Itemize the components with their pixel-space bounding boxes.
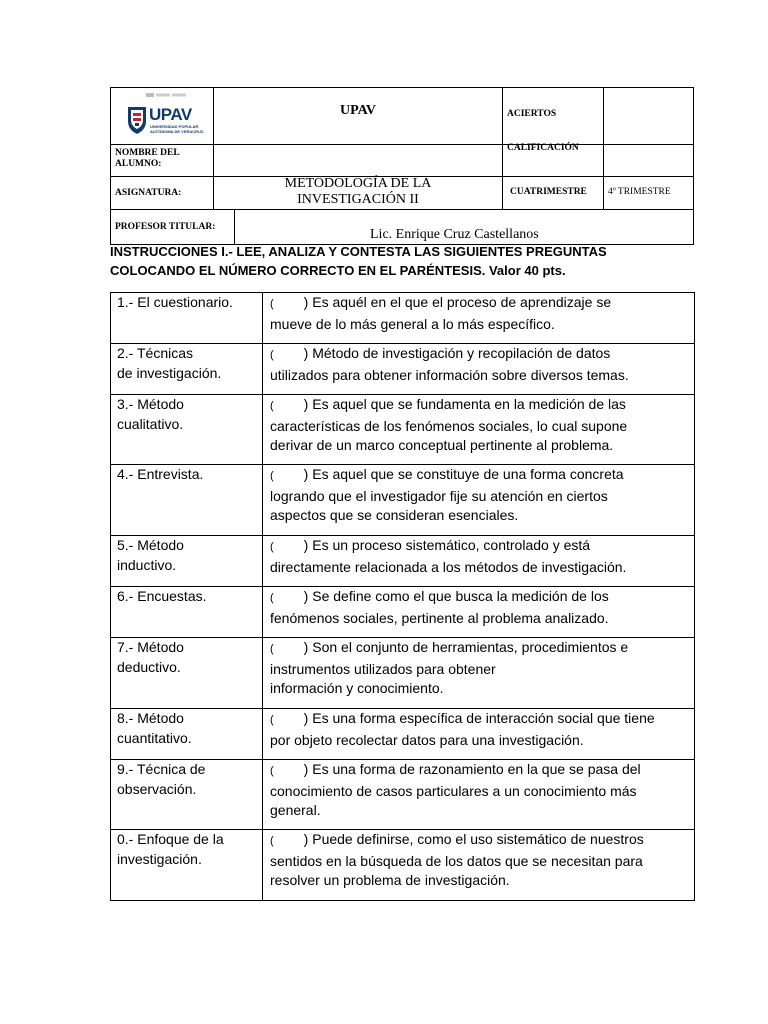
question-definition xyxy=(263,830,695,901)
paren-open: ( xyxy=(270,835,274,847)
question-term-line: 2.- Técnicas xyxy=(117,345,193,361)
question-definition xyxy=(263,465,695,536)
paren-open: ( xyxy=(270,298,274,310)
answer-blank[interactable] xyxy=(270,761,309,777)
question-term xyxy=(111,587,263,638)
question-term xyxy=(111,709,263,760)
calificacion-field[interactable] xyxy=(604,145,693,176)
question-definition-line xyxy=(270,293,692,315)
question-term-line: 4.- Entrevista. xyxy=(117,466,204,482)
aciertos-label: ACIERTOS xyxy=(507,109,557,119)
nombre-label-line: NOMBRE DEL xyxy=(115,148,180,158)
question-definition-line: aspectos que se consideran esenciales. xyxy=(270,507,519,523)
asignatura-label: ASIGNATURA: xyxy=(115,188,182,198)
question-definition-line xyxy=(270,638,692,660)
question-term xyxy=(111,293,263,344)
question-term-line: observación. xyxy=(117,780,197,797)
header-rule xyxy=(110,209,694,210)
question-row xyxy=(111,293,695,344)
question-row xyxy=(111,536,695,587)
question-definition-line: resolver un problema de investigación. xyxy=(270,872,510,888)
question-definition xyxy=(263,760,695,830)
question-definition-line: utilizados para obtener información sobre diversos temas. xyxy=(270,366,629,383)
question-definition-line xyxy=(270,587,692,609)
asignatura-value xyxy=(214,176,502,207)
instructions-line: INSTRUCCIONES I.- LEE, ANALIZA Y CONTESTA LAS SIGUIENTES PREGUNTAS xyxy=(110,244,607,259)
header-rule xyxy=(234,209,235,245)
questions-body xyxy=(111,293,695,901)
question-definition-line: logrando que el investigador fije su atención en ciertos xyxy=(270,487,608,504)
paren-close: ) xyxy=(303,466,309,482)
answer-blank[interactable] xyxy=(270,537,309,553)
header-rule xyxy=(693,87,694,245)
logo-wordmark: UPAV xyxy=(149,105,192,124)
question-row xyxy=(111,395,695,465)
aciertos-field[interactable] xyxy=(604,88,693,144)
question-definition-line: instrumentos utilizados para obtener xyxy=(270,660,496,677)
header-rule xyxy=(502,87,503,210)
question-term xyxy=(111,465,263,536)
question-row xyxy=(111,587,695,638)
definition-text: Método de investigación y recopilación de datos xyxy=(308,345,611,361)
paren-open: ( xyxy=(270,541,274,553)
question-definition-line xyxy=(270,395,692,417)
paren-close: ) xyxy=(303,345,309,361)
question-term-line: 5.- Método xyxy=(117,537,184,553)
questions-table xyxy=(110,292,695,901)
question-definition-line: general. xyxy=(270,802,321,818)
question-definition-line xyxy=(270,465,692,487)
paren-open: ( xyxy=(270,592,274,604)
question-term-line: 6.- Encuestas. xyxy=(117,588,207,604)
question-definition xyxy=(263,638,695,709)
question-term-line: investigación. xyxy=(117,850,202,867)
profesor-value: Lic. Enrique Cruz Castellanos xyxy=(370,227,539,242)
answer-blank[interactable] xyxy=(270,831,309,847)
question-definition xyxy=(263,293,695,344)
question-definition xyxy=(263,395,695,465)
question-definition-line: información y conocimiento. xyxy=(270,680,444,696)
question-definition-line xyxy=(270,760,692,782)
question-definition-line: conocimiento de casos particulares a un conocimiento más xyxy=(270,782,637,799)
paren-open: ( xyxy=(270,643,274,655)
definition-text: Es un proceso sistemático, controlado y está xyxy=(308,537,591,553)
answer-blank[interactable] xyxy=(270,396,309,412)
question-term-line: 3.- Método xyxy=(117,396,184,412)
profesor-label: PROFESOR TITULAR: xyxy=(115,222,216,232)
question-term xyxy=(111,760,263,830)
question-term-line: 7.- Método xyxy=(117,639,184,655)
question-definition xyxy=(263,587,695,638)
question-definition-line xyxy=(270,344,692,366)
question-definition-line: mueve de lo más general a lo más específico. xyxy=(270,315,555,332)
question-row xyxy=(111,760,695,830)
paren-close: ) xyxy=(303,396,309,412)
question-definition-line xyxy=(270,709,692,731)
answer-blank[interactable] xyxy=(270,710,309,726)
answer-blank[interactable] xyxy=(270,466,309,482)
question-term xyxy=(111,536,263,587)
question-definition-line xyxy=(270,830,692,852)
answer-blank[interactable] xyxy=(270,345,309,361)
question-row xyxy=(111,465,695,536)
instructions-line: COLOCANDO EL NÚMERO CORRECTO EN EL PARÉNTESIS. Valor 40 pts. xyxy=(110,263,566,278)
question-definition-line: derivar de un marco conceptual pertinente al problema. xyxy=(270,437,614,453)
definition-text: Son el conjunto de herramientas, procedimientos e xyxy=(308,639,629,655)
header-table xyxy=(110,87,694,245)
paren-close: ) xyxy=(303,639,309,655)
question-term-line: 1.- El cuestionario. xyxy=(117,294,233,310)
question-term-line: deductivo. xyxy=(117,658,181,675)
question-definition-line: fenómenos sociales, pertinente al problema analizado. xyxy=(270,609,609,626)
question-term xyxy=(111,638,263,709)
cuatrimestre-value: 4º TRIMESTRE xyxy=(608,187,671,197)
question-term xyxy=(111,344,263,395)
paren-close: ) xyxy=(303,537,309,553)
question-term-line: cuantitativo. xyxy=(117,729,192,746)
paren-close: ) xyxy=(303,761,309,777)
paren-open: ( xyxy=(270,765,274,777)
definition-text: Es una forma específica de interacción social que tiene xyxy=(308,710,655,726)
question-term xyxy=(111,395,263,465)
nombre-field[interactable] xyxy=(214,145,502,176)
cuatrimestre-label: CUATRIMESTRE xyxy=(510,187,587,197)
question-term-line: inductivo. xyxy=(117,556,177,573)
logo-subtext: UNIVERSIDAD POPULAR AUTÓNOMA DE VERACRUZ xyxy=(150,124,204,134)
question-term-line: 0.- Enfoque de la xyxy=(117,831,224,847)
question-term-line: cualitativo. xyxy=(117,415,184,432)
question-term-line: de investigación. xyxy=(117,364,222,381)
instructions xyxy=(110,242,690,280)
answer-blank[interactable] xyxy=(270,639,309,655)
paren-open: ( xyxy=(270,470,274,482)
definition-text: Es aquél en el que el proceso de aprendizaje se xyxy=(308,294,612,310)
paren-open: ( xyxy=(270,714,274,726)
upav-logo xyxy=(116,91,212,141)
question-definition-line: características de los fenómenos sociales, lo cual supone xyxy=(270,417,628,434)
paren-close: ) xyxy=(303,294,309,310)
question-definition-line xyxy=(270,536,692,558)
answer-blank[interactable] xyxy=(270,588,309,604)
paren-close: ) xyxy=(303,710,309,726)
paren-open: ( xyxy=(270,400,274,412)
question-term-line: 8.- Método xyxy=(117,710,184,726)
question-definition-line: por objeto recolectar datos para una investigación. xyxy=(270,731,584,748)
paren-close: ) xyxy=(303,831,309,847)
paren-close: ) xyxy=(303,588,309,604)
paren-open: ( xyxy=(270,349,274,361)
definition-text: Es aquel que se fundamenta en la medición de las xyxy=(308,396,626,412)
asignatura-line: INVESTIGACIÓN II xyxy=(297,191,419,207)
question-definition-line: directamente relacionada a los métodos de investigación. xyxy=(270,558,627,575)
header-rule xyxy=(110,87,111,245)
institution-name: UPAV xyxy=(339,103,377,118)
question-row xyxy=(111,638,695,709)
question-term-line: 9.- Técnica de xyxy=(117,761,206,777)
definition-text: Es una forma de razonamiento en la que se pasa del xyxy=(308,761,641,777)
answer-blank[interactable] xyxy=(270,294,309,310)
question-definition xyxy=(263,536,695,587)
question-row xyxy=(111,830,695,901)
question-term xyxy=(111,830,263,901)
nombre-label-line: ALUMNO: xyxy=(115,159,162,169)
calificacion-label: CALIFICACIÓN xyxy=(507,143,579,153)
nombre-label xyxy=(115,148,180,170)
definition-text: Se define como el que busca la medición de los xyxy=(308,588,609,604)
question-row xyxy=(111,344,695,395)
question-definition-line: sentidos en la búsqueda de los datos que se necesitan para xyxy=(270,852,643,869)
question-definition xyxy=(263,709,695,760)
asignatura-line: METODOLOGÍA DE LA xyxy=(284,176,432,191)
question-row xyxy=(111,709,695,760)
definition-text: Es aquel que se constituye de una forma concreta xyxy=(308,466,624,482)
question-definition xyxy=(263,344,695,395)
definition-text: Puede definirse, como el uso sistemático de nuestros xyxy=(308,831,644,847)
